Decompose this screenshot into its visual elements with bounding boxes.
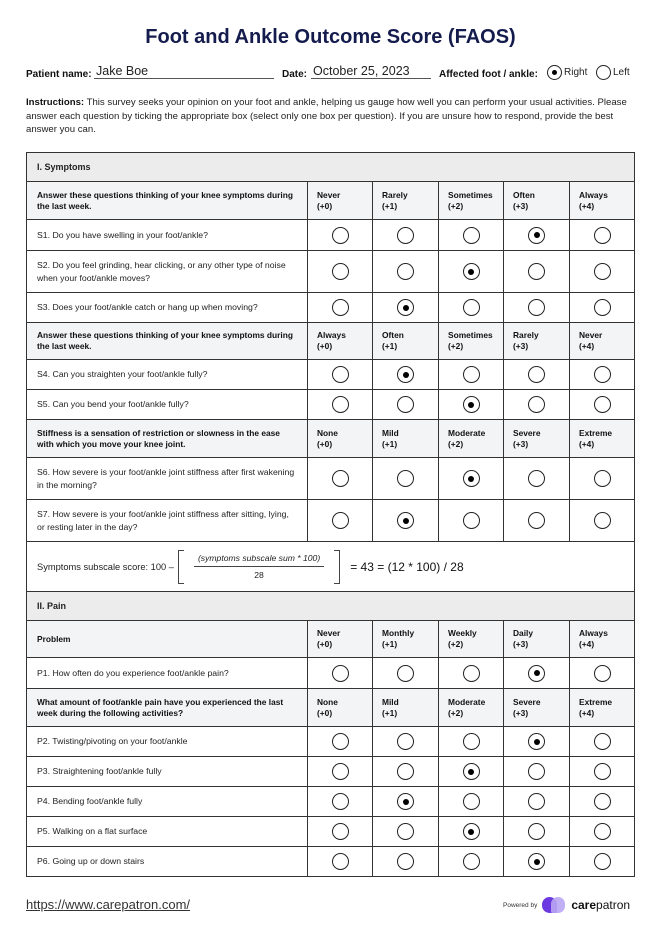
radio-empty-icon[interactable] (463, 366, 480, 383)
date-label: Date: (282, 69, 308, 80)
group-prompt: Answer these questions thinking of your knee symptoms during the last week. (27, 182, 308, 220)
pain-question-row (27, 658, 635, 689)
instructions-text: This survey seeks your opinion on your foot and ankle, helping us gauge how well you can perform your usual activities. Please answer each question by ticking the appropriate box (select only one box per question). If you are unsure how to respond, provide the best answer you can. (26, 97, 627, 135)
group-prompt: Stiffness is a sensation of restriction or slowness in the ease with which you move your knee joint. (27, 420, 308, 458)
option-header (373, 182, 439, 220)
option-label: Monthly (382, 628, 415, 638)
option-score: (+2) (448, 200, 464, 211)
option-header (308, 689, 373, 727)
symptoms-question-row (27, 458, 635, 500)
pain-question-row (27, 787, 635, 817)
radio-empty-icon[interactable] (397, 853, 414, 870)
question-text: P3. Straightening foot/ankle fully (27, 757, 308, 787)
answer-cell[interactable] (439, 251, 504, 293)
radio-empty-icon[interactable] (332, 512, 349, 529)
question-text: S6. How severe is your foot/ankle joint stiffness after first wakening in the morning? (27, 458, 308, 500)
answer-cell[interactable] (373, 757, 439, 787)
score-fraction (188, 553, 330, 580)
radio-empty-icon[interactable] (463, 793, 480, 810)
option-label: Moderate (448, 427, 486, 438)
answer-cell[interactable] (308, 390, 373, 420)
answer-cell[interactable] (570, 220, 635, 251)
answer-cell[interactable] (504, 817, 570, 847)
pain-question-row (27, 847, 635, 877)
option-label: None (317, 427, 338, 438)
option-header (373, 323, 439, 360)
radio-empty-icon[interactable] (397, 470, 414, 487)
group-prompt: What amount of foot/ankle pain have you experienced the last week during the following activities? (27, 689, 308, 727)
option-label: None (317, 696, 338, 707)
option-header (570, 621, 635, 658)
radio-empty-icon[interactable] (528, 366, 545, 383)
option-label: Always (579, 189, 608, 200)
answer-cell[interactable] (308, 293, 373, 323)
option-header (570, 420, 635, 458)
option-score: (+2) (448, 707, 464, 718)
symptoms-question-row (27, 293, 635, 323)
option-header (439, 323, 504, 360)
option-label: Mild (382, 696, 399, 707)
option-label: Rarely (513, 330, 539, 340)
option-header (504, 182, 570, 220)
radio-empty-icon[interactable] (332, 853, 349, 870)
question-text: S5. Can you bend your foot/ankle fully? (27, 390, 308, 420)
radio-selected-icon[interactable] (463, 263, 480, 280)
answer-cell[interactable] (308, 220, 373, 251)
answer-cell[interactable] (504, 251, 570, 293)
answer-cell[interactable] (439, 220, 504, 251)
answer-cell[interactable] (570, 293, 635, 323)
radio-empty-icon[interactable] (332, 665, 349, 682)
affected-right-option[interactable] (547, 65, 587, 80)
answer-cell[interactable] (504, 360, 570, 390)
radio-selected-icon[interactable] (397, 366, 414, 383)
carepatron-logo-icon (542, 896, 566, 914)
option-score: (+4) (579, 341, 595, 351)
option-score: (+3) (513, 639, 529, 649)
radio-empty-icon[interactable] (463, 227, 480, 244)
symptoms-title-row (27, 153, 635, 182)
answer-cell[interactable] (504, 757, 570, 787)
answer-cell[interactable] (439, 727, 504, 757)
option-score: (+4) (579, 707, 595, 718)
affected-left-label: Left (613, 67, 630, 78)
symptoms-question-row (27, 500, 635, 542)
question-text: S7. How severe is your foot/ankle joint stiffness after sitting, lying, or resting later in the day? (27, 500, 308, 542)
answer-cell[interactable] (570, 360, 635, 390)
page-title: Foot and Ankle Outcome Score (FAOS) (145, 26, 516, 48)
answer-cell[interactable] (570, 390, 635, 420)
powered-by-label: Powered by (503, 901, 538, 909)
option-header (504, 420, 570, 458)
option-header (308, 323, 373, 360)
radio-empty-icon[interactable] (528, 823, 545, 840)
option-score: (+0) (317, 707, 333, 718)
option-label: Never (317, 628, 341, 638)
radio-empty-icon[interactable] (463, 512, 480, 529)
answer-cell[interactable] (504, 220, 570, 251)
radio-empty-icon[interactable] (332, 366, 349, 383)
radio-empty-icon[interactable] (594, 470, 611, 487)
radio-empty-icon[interactable] (332, 263, 349, 280)
answer-cell[interactable] (373, 500, 439, 542)
question-text: P4. Bending foot/ankle fully (27, 787, 308, 817)
option-score: (+4) (579, 200, 595, 211)
answer-cell[interactable] (570, 817, 635, 847)
option-header (570, 689, 635, 727)
option-label: Moderate (448, 696, 486, 707)
option-score: (+0) (317, 200, 333, 211)
answer-cell[interactable] (439, 293, 504, 323)
option-label: Never (317, 189, 341, 200)
score-label: Symptoms subscale score: 100 – (37, 561, 174, 572)
radio-empty-icon[interactable] (397, 396, 414, 413)
option-header (504, 689, 570, 727)
radio-empty-icon[interactable] (594, 763, 611, 780)
answer-cell[interactable] (308, 727, 373, 757)
radio-empty-icon[interactable] (528, 512, 545, 529)
pain-question-row (27, 817, 635, 847)
answer-cell[interactable] (373, 293, 439, 323)
footer-link[interactable]: https://www.carepatron.com/ (26, 897, 191, 912)
option-label: Mild (382, 427, 399, 438)
pain-question-row (27, 727, 635, 757)
radio-selected-icon[interactable] (397, 512, 414, 529)
affected-right-label: Right (564, 67, 588, 78)
option-header (439, 420, 504, 458)
radio-empty-icon[interactable] (594, 227, 611, 244)
option-score: (+0) (317, 438, 333, 449)
question-group-header (27, 323, 635, 360)
answer-cell[interactable] (504, 390, 570, 420)
answer-cell[interactable] (570, 787, 635, 817)
radio-selected-icon[interactable] (463, 763, 480, 780)
answer-cell[interactable] (308, 360, 373, 390)
question-group-header (27, 689, 635, 727)
option-label: Daily (513, 628, 534, 638)
answer-cell[interactable] (439, 390, 504, 420)
pain-title-row (27, 592, 635, 621)
option-score: (+2) (448, 438, 464, 449)
symptoms-score-formula (37, 550, 624, 584)
answer-cell[interactable] (373, 658, 439, 689)
symptoms-question-row (27, 220, 635, 251)
radio-empty-icon[interactable] (528, 263, 545, 280)
question-group-header (27, 182, 635, 220)
option-header (439, 689, 504, 727)
radio-selected-icon[interactable] (397, 793, 414, 810)
option-label: Sometimes (448, 189, 493, 200)
radio-selected-icon[interactable] (528, 853, 545, 870)
option-header (373, 420, 439, 458)
answer-cell[interactable] (308, 251, 373, 293)
option-score: (+3) (513, 438, 529, 449)
answer-cell[interactable] (373, 360, 439, 390)
symptoms-title: I. Symptoms (27, 153, 635, 182)
radio-empty-icon[interactable] (332, 763, 349, 780)
answer-cell[interactable] (439, 458, 504, 500)
option-score: (+0) (317, 341, 333, 351)
answer-cell[interactable] (439, 757, 504, 787)
radio-empty-icon[interactable] (594, 512, 611, 529)
option-label: Severe (513, 696, 541, 707)
option-score: (+1) (382, 707, 398, 718)
radio-empty-icon[interactable] (397, 733, 414, 750)
radio-empty-icon[interactable] (332, 470, 349, 487)
answer-cell[interactable] (308, 458, 373, 500)
symptoms-score-row (27, 542, 635, 592)
radio-empty-icon[interactable] (528, 470, 545, 487)
score-result: = 43 = (12 * 100) / 28 (350, 559, 464, 574)
answer-cell[interactable] (504, 787, 570, 817)
answer-cell[interactable] (439, 658, 504, 689)
radio-empty-icon[interactable] (594, 733, 611, 750)
radio-empty-icon[interactable] (528, 396, 545, 413)
answer-cell[interactable] (308, 757, 373, 787)
option-header (308, 621, 373, 658)
radio-empty-icon[interactable] (332, 227, 349, 244)
radio-empty-icon[interactable] (594, 263, 611, 280)
answer-cell[interactable] (570, 458, 635, 500)
answer-cell[interactable] (439, 847, 504, 877)
left-bracket-icon (178, 550, 184, 584)
question-text: P5. Walking on a flat surface (27, 817, 308, 847)
answer-cell[interactable] (570, 500, 635, 542)
question-text: S4. Can you straighten your foot/ankle fully? (27, 360, 308, 390)
radio-empty-icon[interactable] (594, 823, 611, 840)
option-label: Always (317, 330, 346, 340)
option-header (308, 420, 373, 458)
radio-empty-icon[interactable] (594, 665, 611, 682)
option-score: (+2) (448, 639, 464, 649)
answer-cell[interactable] (439, 787, 504, 817)
affected-left-option[interactable] (596, 65, 630, 80)
radio-empty-icon[interactable] (397, 263, 414, 280)
answer-cell[interactable] (308, 817, 373, 847)
radio-selected-icon[interactable] (463, 470, 480, 487)
radio-selected-icon[interactable] (528, 665, 545, 682)
option-score: (+1) (382, 341, 398, 351)
radio-empty-icon[interactable] (397, 665, 414, 682)
radio-selected-icon[interactable] (528, 227, 545, 244)
option-header (570, 323, 635, 360)
answer-cell[interactable] (373, 847, 439, 877)
answer-cell[interactable] (570, 727, 635, 757)
answer-cell[interactable] (308, 658, 373, 689)
group-prompt: Problem (27, 621, 308, 658)
answer-cell[interactable] (439, 817, 504, 847)
option-score: (+3) (513, 200, 529, 211)
answer-cell[interactable] (504, 500, 570, 542)
question-group-header (27, 420, 635, 458)
patient-info (26, 64, 636, 84)
affected-foot-label: Affected foot / ankle: (439, 69, 538, 80)
option-label: Often (382, 330, 404, 340)
answer-cell[interactable] (504, 727, 570, 757)
option-header (439, 182, 504, 220)
instructions (26, 96, 638, 137)
radio-empty-icon[interactable] (594, 853, 611, 870)
answer-cell[interactable] (570, 757, 635, 787)
option-score: (+3) (513, 707, 529, 718)
radio-empty-icon[interactable] (463, 299, 480, 316)
option-label: Extreme (579, 696, 613, 707)
question-text: S3. Does your foot/ankle catch or hang up when moving? (27, 293, 308, 323)
option-label: Never (579, 330, 603, 340)
answer-cell[interactable] (504, 293, 570, 323)
radio-empty-icon[interactable] (397, 227, 414, 244)
option-score: (+1) (382, 438, 398, 449)
pain-question-row (27, 757, 635, 787)
faos-form-table (26, 152, 635, 877)
patient-name-label: Patient name: (26, 69, 92, 80)
radio-selected-icon[interactable] (463, 823, 480, 840)
option-score: (+0) (317, 639, 333, 649)
pain-title: II. Pain (27, 592, 635, 621)
answer-cell[interactable] (439, 500, 504, 542)
option-header (373, 621, 439, 658)
radio-empty-icon[interactable] (528, 793, 545, 810)
radio-empty-icon[interactable] (397, 823, 414, 840)
radio-selected-icon[interactable] (397, 299, 414, 316)
radio-selected-icon[interactable] (463, 396, 480, 413)
answer-cell[interactable] (373, 220, 439, 251)
question-group-header (27, 621, 635, 658)
radio-selected-icon[interactable] (528, 733, 545, 750)
brand-name: carepatron (571, 898, 631, 912)
score-numerator: (symptoms subscale sum * 100) (194, 553, 324, 567)
question-text: S2. Do you feel grinding, hear clicking, or any other type of noise when your foot/ankle moves? (27, 251, 308, 293)
answer-cell[interactable] (308, 847, 373, 877)
option-label: Weekly (448, 628, 477, 638)
option-label: Extreme (579, 427, 613, 438)
radio-empty-icon[interactable] (463, 733, 480, 750)
answer-cell[interactable] (504, 847, 570, 877)
answer-cell[interactable] (504, 658, 570, 689)
radio-empty-icon[interactable] (397, 763, 414, 780)
symptoms-question-row (27, 390, 635, 420)
radio-empty-icon[interactable] (332, 793, 349, 810)
option-label: Sometimes (448, 330, 493, 340)
radio-selected-icon[interactable] (547, 65, 562, 80)
answer-cell[interactable] (373, 787, 439, 817)
answer-cell[interactable] (570, 251, 635, 293)
radio-empty-icon[interactable] (528, 299, 545, 316)
answer-cell[interactable] (504, 458, 570, 500)
radio-empty-icon[interactable] (332, 396, 349, 413)
date-field[interactable]: October 25, 2023 (311, 65, 431, 79)
answer-cell[interactable] (570, 847, 635, 877)
score-denominator: 28 (254, 570, 264, 580)
option-score: (+1) (382, 639, 398, 649)
option-label: Severe (513, 427, 541, 438)
option-header (504, 621, 570, 658)
answer-cell[interactable] (308, 500, 373, 542)
option-label: Always (579, 628, 608, 638)
symptoms-question-row (27, 360, 635, 390)
patient-name-field[interactable]: Jake Boe (94, 65, 274, 79)
radio-empty-icon[interactable] (463, 853, 480, 870)
option-header (439, 621, 504, 658)
answer-cell[interactable] (373, 251, 439, 293)
answer-cell[interactable] (373, 458, 439, 500)
powered-by (503, 893, 630, 917)
answer-cell[interactable] (373, 817, 439, 847)
radio-empty-icon[interactable] (594, 793, 611, 810)
instructions-label: Instructions: (26, 97, 85, 108)
radio-empty-icon[interactable] (463, 665, 480, 682)
answer-cell[interactable] (570, 658, 635, 689)
option-header (308, 182, 373, 220)
option-header (504, 323, 570, 360)
radio-empty-icon[interactable] (594, 366, 611, 383)
radio-empty-icon[interactable] (594, 299, 611, 316)
answer-cell[interactable] (373, 727, 439, 757)
radio-empty-icon[interactable] (332, 733, 349, 750)
option-score: (+4) (579, 639, 595, 649)
answer-cell[interactable] (439, 360, 504, 390)
radio-empty-icon[interactable] (528, 763, 545, 780)
option-label: Rarely (382, 189, 408, 200)
option-score: (+4) (579, 438, 595, 449)
right-bracket-icon (334, 550, 340, 584)
radio-empty-icon[interactable] (332, 823, 349, 840)
option-score: (+2) (448, 341, 464, 351)
question-text: P1. How often do you experience foot/ankle pain? (27, 658, 308, 689)
group-prompt: Answer these questions thinking of your knee symptoms during the last week. (27, 323, 308, 360)
option-header (570, 182, 635, 220)
answer-cell[interactable] (308, 787, 373, 817)
option-score: (+1) (382, 200, 398, 211)
radio-empty-icon[interactable] (594, 396, 611, 413)
question-text: P2. Twisting/pivoting on your foot/ankle (27, 727, 308, 757)
option-label: Often (513, 189, 535, 200)
question-text: P6. Going up or down stairs (27, 847, 308, 877)
answer-cell[interactable] (373, 390, 439, 420)
option-header (373, 689, 439, 727)
radio-empty-icon[interactable] (332, 299, 349, 316)
symptoms-question-row (27, 251, 635, 293)
question-text: S1. Do you have swelling in your foot/ankle? (27, 220, 308, 251)
radio-empty-icon[interactable] (596, 65, 611, 80)
option-score: (+3) (513, 341, 529, 351)
